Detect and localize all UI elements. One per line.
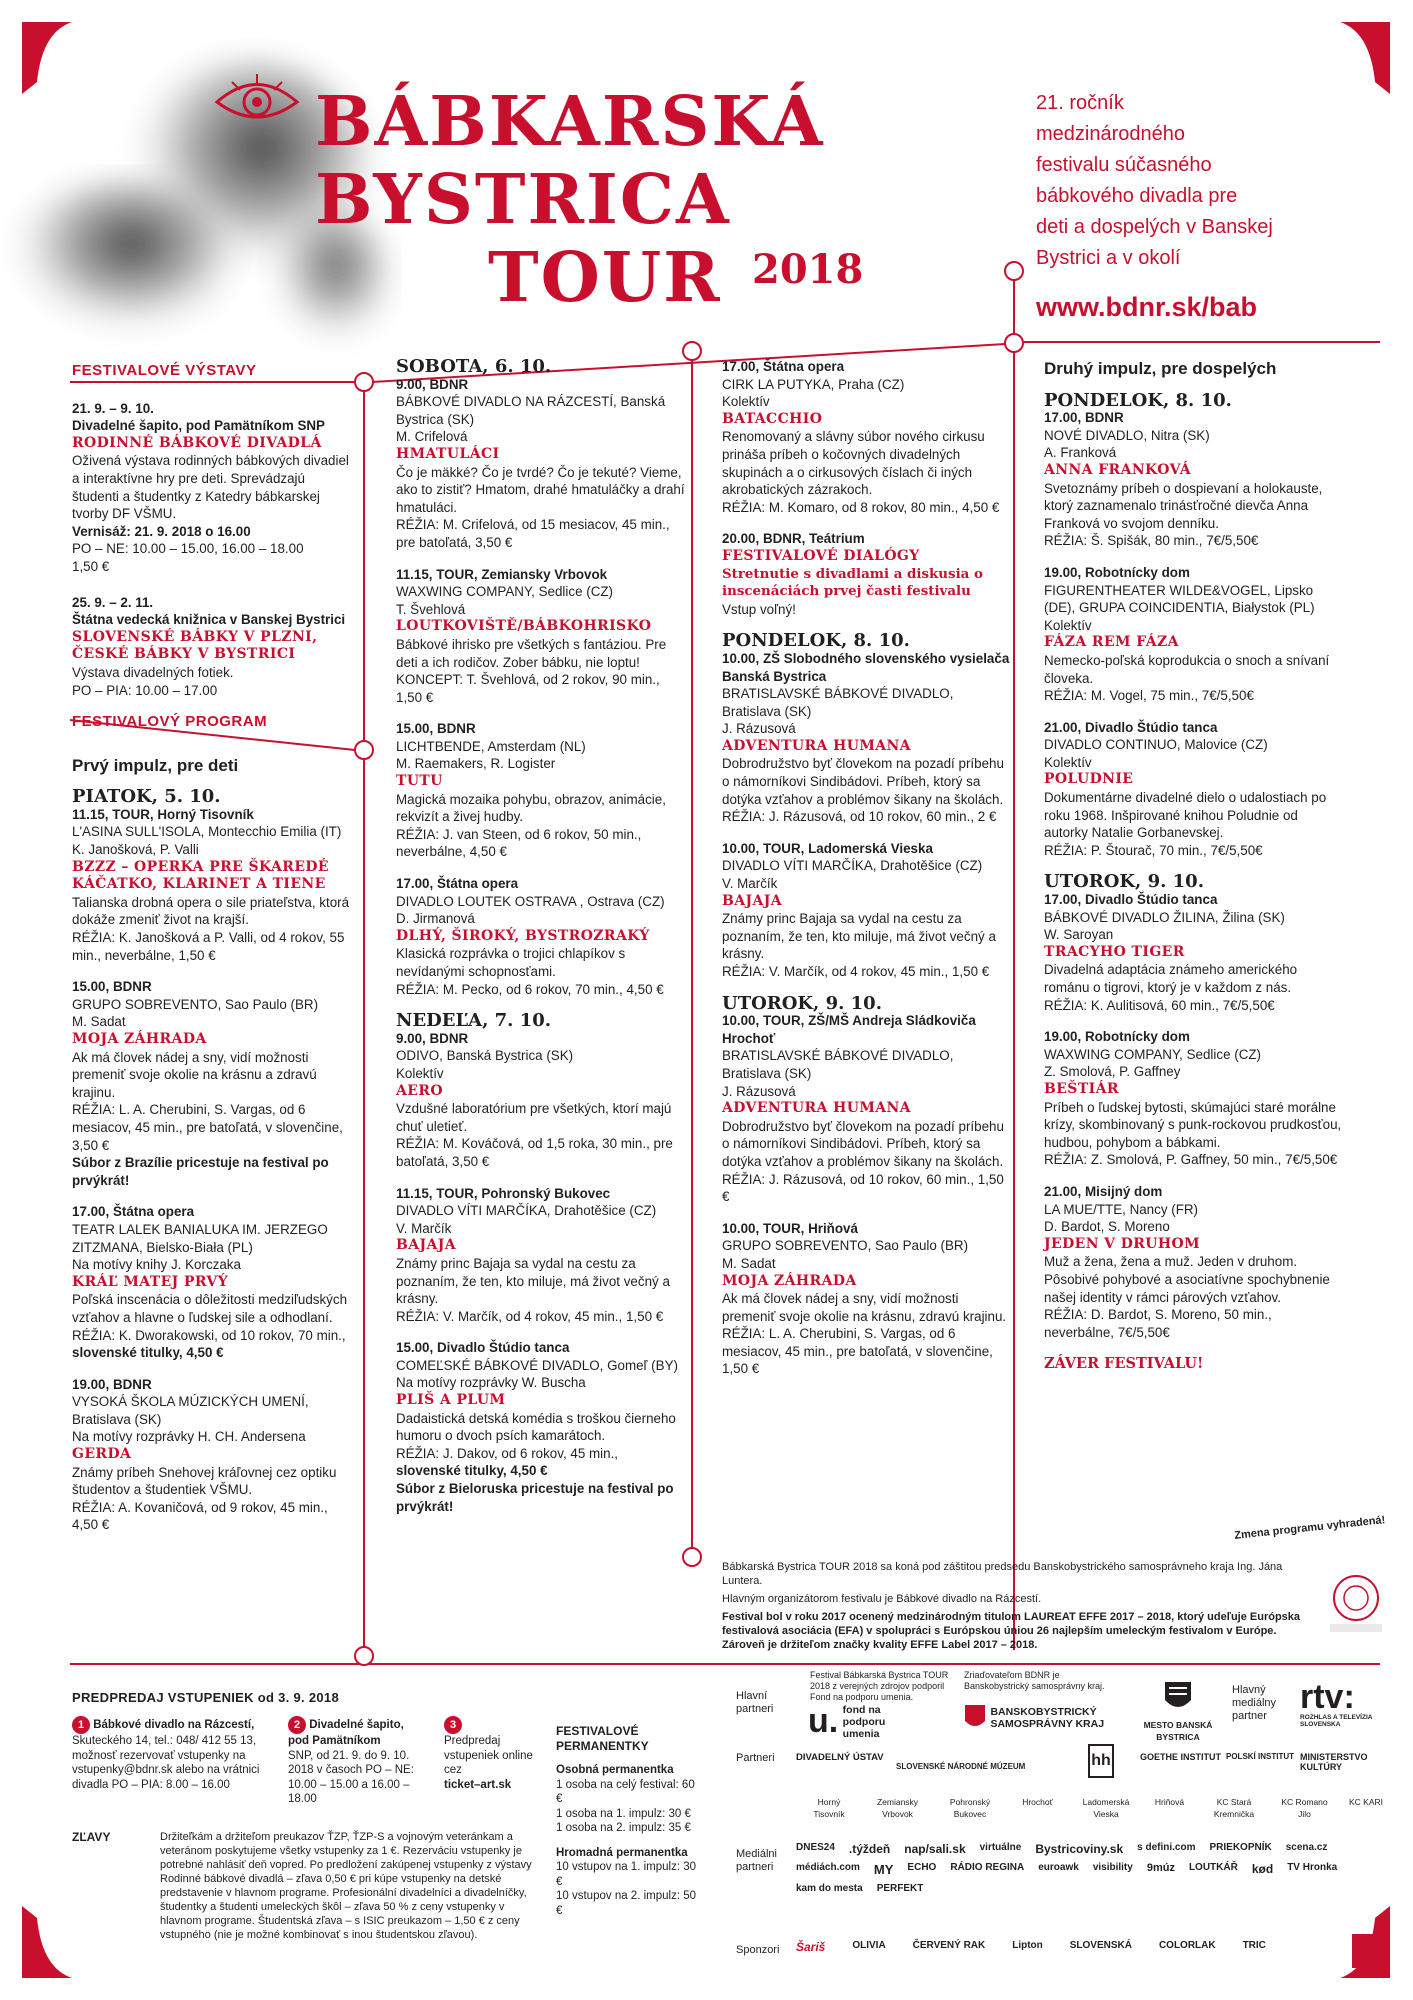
main-partners-label: Hlavní partneri <box>736 1690 774 1715</box>
sponsor-logo: OLIVIA <box>852 1940 886 1951</box>
media-logo: RÁDIO REGINA <box>950 1862 1025 1873</box>
event-card: 11.15, TOUR, Horný Tisovník L'ASINA SULL'ISOLA, Montecchio Emilia (IT) K. Janošková, P. Valli BZZZ – OPERKA PRE ŠKAREDÉ KÁČATKO, KLARINET A TIENE Talianska drobná opera o sile priateľstva, ktorá dokáže zmeniť život na krajší. RÉŽIA: K. Janošková a P. Valli, od 4 rokov, 55 min., neverbálne, 1,50 € <box>72 806 350 963</box>
exhibitions-heading: FESTIVALOVÉ VÝSTAVY <box>72 362 257 379</box>
event-card: 10.00, TOUR, Ladomerská Vieska DIVADLO VÍTI MARČÍKA, Drahotěšice (CZ) V. Marčík BAJAJA Známy princ Bajaja sa vydal na cestu za poznaním, že ten, kto miluje, má život večný a krásny. RÉŽIA: V. Marčík, od 4 rokov, 45 min., 1,50 € <box>722 840 996 979</box>
city-crest-icon <box>1163 1680 1193 1714</box>
event-card: 19.00, BDNR VYSOKÁ ŠKOLA MÚZICKÝCH UMENÍ, Bratislava (SK) Na motívy rozprávky H. CH. Andersena GERDA Známy príbeh Snehovej kráľovnej cez optiku študentov a študentiek VŠMU. RÉŽIA: A. Kovaničová, od 9 rokov, 45 min., 4,50 € <box>72 1376 337 1533</box>
event-card: 21.00, Divadlo Štúdio tanca DIVADLO CONTINUO, Malovice (CZ) Kolektív POLUDNIE Dokumentárne divadelné dielo o udalostiach po roku 1968. Inšpirované knihou Poludnie od autorky Natalie Gorbanevskej. RÉŽIA: P. Štourač, 70 min., 7€/5,50€ <box>1044 719 1327 858</box>
festival-intro: 21. ročník medzinárodného festivalu súčasného bábkového divadla pre deti a dospelých v Banskej Bystrici a v okolí <box>1036 92 1273 269</box>
media-logo: PERFEKT <box>876 1883 924 1894</box>
tickets-heading: PREDPREDAJ VSTUPENIEK od 3. 9. 2018 <box>72 1690 339 1705</box>
media-logo: Bystricoviny.sk <box>1035 1842 1124 1856</box>
media-logo: scena.cz <box>1285 1842 1328 1853</box>
village-logos-row: Horný Tisovník Zemiansky Vrbovok Pohronský Bukovec Hrochoť Ladomerská Vieska Hriňová KC Stará Kremnička KC Romano Jilo KC KARI <box>813 1797 1383 1819</box>
media-logo: 9múz <box>1146 1862 1175 1874</box>
event-card: 21.00, Misijný dom LA MUE/TTE, Nancy (FR) D. Bardot, S. Moreno JEDEN V DRUHOM Muž a žena, žena a muž. Jeden v druhom. Pôsobivé pohybové a asociatívne spochybnenie našej identity v rámci párových vzťahov. RÉŽIA: D. Bardot, S. Moreno, 50 min., neverbálne, 7€/5,50€ <box>1044 1183 1330 1340</box>
event-card: 10.00, TOUR, Hriňová GRUPO SOBREVENTO, Sao Paulo (BR) M. Sadat MOJA ZÁHRADA Ak má človek nádej a sny, vidí možnosti premeniť svoje okolie na krásnu, zdravú krajinu. RÉŽIA: L. A. Cherubini, S. Vargas, od 6 mesiacov, 45 min., pre batoľatá, v slovenčine, 1,50 € <box>722 1220 1007 1377</box>
media-logo: LOUTKÁŘ <box>1188 1862 1238 1873</box>
event-card: 17.00, BDNR NOVÉ DIVADLO, Nitra (SK) A. Franková ANNA FRANKOVÁ Svetoznámy príbeh o dospievaní a holokauste, ktorý zaznamenalo trinásťročné dievča Anna Franková vo svojom denníku. RÉŽIA: Š. Spišák, 80 min., 7€/5,50€ <box>1044 410 1323 549</box>
media-logo: kam do mesta <box>796 1883 863 1894</box>
bbsk-note: Zriaďovateľom BDNR je Banskobystrický samosprávny kraj. <box>964 1670 1105 1691</box>
ticket-location-1: 1 Bábkové divadlo na Rázcestí, Skuteckého 14, tel.: 048/ 412 55 13, možnosť rezervovať vstupenky na vstupenky@bdnr.sk alebo na vrátnici divadla PO – PIA: 8.00 – 16.00 <box>72 1716 272 1792</box>
sponsor-logo: Šariš <box>796 1940 826 1954</box>
event-card: 19.00, Robotnícky dom WAXWING COMPANY, Sedlice (CZ) Z. Smolová, P. Gaffney BEŠTIÁR Príbeh o ľudskej bytosti, skúmajúci staré morálne krízy, skombinovaný s punk-rockovou prudkosťou, hudbou, pohybom a bábkami. RÉŽIA: Z. Smolová, P. Gaffney, 50 min., 7€/5,50€ <box>1044 1029 1342 1168</box>
media-logo: virtuálne <box>979 1842 1022 1853</box>
discounts-label: ZĽAVY <box>72 1830 111 1844</box>
event-card: 10.00, ZŠ Slobodného slovenského vysielača Banská Bystrica BRATISLAVSKÉ BÁBKOVÉ DIVADLO, Bratislava (SK) J. Rázusová ADVENTURA HUMANA Dobrodružstvo byť človekom na pozadí príbehu o námorníkovi Sindibádovi. Príbeh, ktorý sa dotýka vzťahov a problémov šikany na školách. RÉŽIA: J. Rázusová, od 10 rokov, 60 min., 2 € <box>722 650 1010 825</box>
effe-label-icon <box>1326 1572 1386 1634</box>
sponsor-logo: ČERVENÝ RAK <box>912 1940 986 1951</box>
rtv-logo: rtv: ROZHLAS A TELEVÍZIA SLOVENSKA <box>1300 1678 1373 1728</box>
media-logo: nap/sali.sk <box>904 1842 966 1856</box>
location-3-badge: 3 <box>444 1716 462 1734</box>
sponsors-label: Sponzori <box>736 1944 780 1956</box>
sponsor-logos-row <box>796 1940 1266 1954</box>
program-change-note: Zmena programu vyhradená! <box>1233 1514 1386 1542</box>
closing-label: ZÁVER FESTIVALU! <box>1044 1355 1204 1373</box>
sponsor-logo: COLORLAK <box>1158 1940 1216 1951</box>
event-card: 17.00, Štátna opera TEATR LALEK BANIALUKA IM. JERZEGO ZITZMANA, Bielsko-Biała (PL) Na motívy knihy J. Korczaka KRÁĽ MATEJ PRVÝ Poľská inscenácia o dôležitosti medziľudských vzťahov a hlavne o ľudskej sile a odhodlaní. RÉŽIA: K. Dworakowski, od 10 rokov, 70 min., slovenské titulky, 4,50 € <box>72 1204 348 1361</box>
event-card: 9.00, BDNR ODIVO, Banská Bystrica (SK) Kolektív AERO Vzdušné laboratórium pre všetkých, ktorí majú chuť uletieť. RÉŽIA: M. Kováčová, od 1,5 roka, 30 min., pre batoľatá, 3,50 € <box>396 1030 673 1169</box>
media-logos-grid <box>796 1842 1386 1894</box>
partner-logo: DIVADELNÝ ÚSTAV <box>796 1752 884 1763</box>
media-logo: euroawk <box>1038 1862 1079 1873</box>
media-logo: ECHO <box>907 1862 937 1873</box>
city-logo: MESTO BANSKÁ BYSTRICA <box>1138 1680 1218 1743</box>
media-logo: TV Hronka <box>1287 1862 1338 1873</box>
program-heading: FESTIVALOVÝ PROGRAM <box>72 713 268 731</box>
media-logo: .týždeň <box>848 1842 891 1856</box>
ticket-location-3: 3 Predpredaj vstupeniek online cez ticket–art.sk <box>444 1716 534 1792</box>
day-heading-saturday: SOBOTA, 6. 10. <box>396 356 552 377</box>
column-children-program-2 <box>396 358 686 1529</box>
media-logo: médiách.com <box>796 1862 860 1873</box>
partner-logo: MINISTERSTVO KULTÚRY <box>1300 1752 1368 1772</box>
sponsor-logo: SLOVENSKÁ <box>1069 1940 1132 1951</box>
discounts-text: Držiteľkám a držiteľom preukazov ŤZP, ŤZP-S a vojnovým veteránkam a veteránom poskytujeme všetky vstupenky za 1 €. Rezerváciu vstupenky je potrebné nahlásiť deň vopred. Po predložení zakúpenej vstupenky z výstavy Rodinné bábkové divadlá – zľava 0,50 € pri kúpe vstupenky na detské predstavenie v hlavnom programe. Profesionální divadelníci a divadelníčky, študentky a študenti umeleckých škôl – zľava 50 % z ceny vstupenky v hlavnom programe. Študentská zľava – s ISIC preukazom – 1,50 € z ceny vstupného (nie je možné kombinovať s inou študentskou zľavou). <box>160 1831 532 1941</box>
festival-title-line-3: TOUR <box>488 238 722 318</box>
day-heading-tuesday: UTOROK, 9. 10. <box>722 992 882 1014</box>
event-card: 15.00, BDNR GRUPO SOBREVENTO, Sao Paulo (BR) M. Sadat MOJA ZÁHRADA Ak má človek nádej a sny, vidí možnosti premeniť svoje okolie na krásnu a zdravú krajinu. RÉŽIA: L. A. Cherubini, S. Vargas, od 6 mesiacov, 45 min., pre batoľatá, v slovenčine, 3,50 € Súbor z Brazílie pricestuje na festival po prvýkrát! <box>72 979 343 1188</box>
impulse-2-heading: Druhý impulz, pre dospelých <box>1044 359 1277 378</box>
festival-info-block: Bábkarská Bystrica TOUR 2018 sa koná pod záštitou predsedu Banskobystrického samosprávneho kraja Ing. Jána Luntera. Hlavným organizátorom festivalu je Bábkové divadlo na Rázcestí. Festival bol v roku 2017 ocenený medzinárodným titulom LAUREAT EFFE 2017 – 2018, ktorý udeľuje Európska festivalová asociácia (EFA) v spolupráci s Európskou úniou 26 najlepším umeleckým festivalom v Európe. Zároveň je držiteľom značky kvality EFFE Label 2017 – 2018. <box>722 1561 1301 1651</box>
ticket-art-link[interactable]: ticket–art.sk <box>444 1778 512 1791</box>
column-adults-program <box>1044 360 1344 1373</box>
fond-logo: u. fond na podporu umenia <box>808 1702 886 1740</box>
media-logo: MY <box>873 1862 894 1877</box>
ticket-location-2: 2 Divadelné šapito, pod Pamätníkom SNP, od 21. 9. do 9. 10. 2018 v časoch PO – NE: 10.00 – 15.00 a 16.00 – 18.00 <box>288 1716 428 1807</box>
day-heading-friday: PIATOK, 5. 10. <box>72 786 221 808</box>
organizer-badge-icon <box>1352 1934 1382 1968</box>
festival-title-line-2: BYSTRICA <box>315 160 731 240</box>
day-heading-monday: PONDELOK, 8. 10. <box>722 630 910 652</box>
media-logo: DNES24 <box>796 1842 835 1853</box>
event-card-dialogues: 20.00, BDNR, Teátrium FESTIVALOVÉ DIALÓGY Stretnutie s divadlami a diskusia o inscenáciách prvej časti festivalu Vstup voľný! <box>722 531 983 617</box>
media-main-label: Hlavný mediálny partner <box>1232 1684 1277 1722</box>
event-card: 11.15, TOUR, Pohronský Bukovec DIVADLO VÍTI MARČÍKA, Drahotěšice (CZ) V. Marčík BAJAJA Známy princ Bajaja sa vydal na cestu za poznaním, že ten, kto miluje, má život večný a krásny. RÉŽIA: V. Marčík, od 4 rokov, 45 min., 1,50 € <box>396 1185 670 1324</box>
event-card: 10.00, TOUR, ZŠ/MŠ Andreja Sládkoviča Hrochoť BRATISLAVSKÉ BÁBKOVÉ DIVADLO, Bratislava (SK) J. Rázusová ADVENTURA HUMANA Dobrodružstvo byť človekom na pozadí príbehu o námorníkovi Sindibádovi. Príbeh, ktorý sa dotýka vzťahov a problémov šikany na školách. RÉŽIA: J. Rázusová, od 10 rokov, 60 min., 1,50 € <box>722 1013 1004 1205</box>
day-heading-sunday: NEDEĽA, 7. 10. <box>396 1010 552 1032</box>
bbsk-crest-icon <box>964 1704 986 1732</box>
exhibition-1: 21. 9. – 9. 10. Divadelné šapito, pod Pamätníkom SNP RODINNÉ BÁBKOVÉ DIVADLÁ Oživená výstava rodinných bábkových divadiel a interaktívne hry pre deti. Sprevádzajú študenti a študentky z Katedry bábkarskej tvorby DF VŠMU. Vernisáž: 21. 9. 2018 o 16.00 PO – NE: 10.00 – 15.00, 16.00 – 18.00 1,50 € <box>72 400 349 574</box>
partners-label: Partneri <box>736 1752 775 1764</box>
event-card: 11.15, TOUR, Zemiansky Vrbovok WAXWING COMPANY, Sedlice (CZ) T. Švehlová LOUTKOVIŠTĚ/BÁBKOHRISKO Bábkové ihrisko pre všetkých s fantáziou. Pre deti a ich rodičov. Zober bábku, nie loptu! KONCEPT: T. Švehlová, od 2 rokov, 90 min., 1,50 € <box>396 566 667 705</box>
event-card: 19.00, Robotnícky dom FIGURENTHEATER WILDE&VOGEL, Lipsko (DE), GRUPA COINCIDENTIA, Białystok (PL) Kolektív FÁZA REM FÁZA Nemecko-poľská koprodukcia o snoch a snívaní človeka. RÉŽIA: M. Vogel, 75 min., 7€/5,50€ <box>1044 564 1330 704</box>
festival-year: 2018 <box>752 246 864 293</box>
column-children-program-1 <box>72 362 354 1548</box>
column-children-program-3 <box>722 358 1012 1392</box>
partner-logo: GOETHE INSTITUT <box>1140 1752 1221 1762</box>
event-card: 15.00, Divadlo Štúdio tanca COMEĽSKÉ BÁBKOVÉ DIVADLO, Gomeľ (BY) Na motívy rozprávky W. Buscha PLIŠ A PLUM Dadaistická detská komédia s troškou čierneho humoru o dvoch psích kamarátoch. RÉŽIA: J. Dakov, od 6 rokov, 45 min., slovenské titulky, 4,50 € Súbor z Bieloruska pricestuje na festival po prvýkrát! <box>396 1340 678 1514</box>
location-2-badge: 2 <box>288 1716 306 1734</box>
bbsk-logo: BANSKOBYSTRICKÝ SAMOSPRÁVNY KRAJ <box>964 1704 1124 1732</box>
sponsor-logo: TRIC <box>1242 1940 1266 1951</box>
day-heading-tuesday-adults: UTOROK, 9. 10. <box>1044 871 1204 893</box>
event-card: 17.00, Divadlo Štúdio tanca BÁBKOVÉ DIVADLO ŽILINA, Žilina (SK) W. Saroyan TRACYHO TIGER Divadelná adaptácia známeho amerického románu o tigrovi, ktorý je v každom z nás. RÉŽIA: K. Aulitisová, 60 min., 7€/5,50€ <box>1044 892 1298 1013</box>
media-logo: visibility <box>1092 1862 1133 1873</box>
partner-logo: POLSKÍ INSTITUT <box>1226 1752 1294 1761</box>
media-logo: s defini.com <box>1137 1842 1196 1853</box>
event-card: 17.00, Štátna opera DIVADLO LOUTEK OSTRAVA , Ostrava (CZ) D. Jirmanová DLHÝ, ŠIROKÝ, BYSTROZRAKÝ Klasická rozprávka o trojici chlapíkov s nevídanými schopnosťami. RÉŽIA: M. Pecko, od 6 rokov, 70 min., 4,50 € <box>396 876 665 997</box>
media-partners-label: Mediálni partneri <box>736 1848 777 1873</box>
fond-note: Festival Bábkarská Bystrica TOUR 2018 z verejných zdrojov podporil Fond na podporu umenia. <box>810 1670 949 1702</box>
media-logo: PRIEKOPNÍK <box>1209 1842 1272 1853</box>
media-logo: kød <box>1251 1862 1274 1876</box>
permits-block: FESTIVALOVÉ PERMANENTKY Osobná permanentka 1 osoba na celý festival: 60 € 1 osoba na 1. impulz: 30 € 1 osoba na 2. impulz: 35 € Hromadná permanentka 10 vstupov na 1. impulz: 30 € 10 vstupov na 2. impulz: 50 € <box>556 1724 696 1917</box>
hh-logo-icon: hh <box>1088 1744 1114 1778</box>
impulse-1-heading: Prvý impulz, pre deti <box>72 755 239 775</box>
event-card: 15.00, BDNR LICHTBENDE, Amsterdam (NL) M. Raemakers, R. Logister TUTU Magická mozaika pohybu, obrazov, animácie, rekvizít a živej hudby. RÉŽIA: J. van Steen, od 6 rokov, 50 min., neverbálne, 4,50 € <box>396 721 666 860</box>
day-heading-monday-adults: PONDELOK, 8. 10. <box>1044 389 1232 411</box>
sponsor-logo: Lipton <box>1012 1940 1043 1951</box>
event-card: 9.00, BDNR BÁBKOVÉ DIVADLO NA RÁZCESTÍ, Banská Bystrica (SK) M. Crifelová HMATULÁCI Čo je mäkké? Čo je tvrdé? Čo je tekuté? Vieme, ako to zistiť? Hmatom, drahé hmatuláčky a drahí hmatuláci. RÉŽIA: M. Crifelová, od 15 mesiacov, 45 min., pre batoľatá, 3,50 € <box>396 376 685 550</box>
location-1-badge: 1 <box>72 1716 90 1734</box>
festival-website-link[interactable]: www.bdnr.sk/bab <box>1036 292 1258 322</box>
partner-logo: SLOVENSKÉ NÁRODNÉ MÚZEUM <box>896 1762 1026 1771</box>
event-card: 17.00, Štátna opera CIRK LA PUTYKA, Praha (CZ) Kolektív BATACCHIO Renomovaný a slávny súbor nového cirkusu prináša príbeh o kočovných divadelných skupinách a o cirkusových číslach či iných akrobatických zázrakoch. RÉŽIA: M. Komaro, od 8 rokov, 80 min., 4,50 € <box>722 359 1000 515</box>
festival-title-line-1: BÁBKARSKÁ <box>315 82 825 162</box>
exhibition-2: 25. 9. – 2. 11. Štátna vedecká knižnica v Banskej Bystrici SLOVENSKÉ BÁBKY V PLZNI, ČESKÉ BÁBKY V BYSTRICI Výstava divadelných fotiek. PO – PIA: 10.00 – 17.00 <box>72 594 346 698</box>
